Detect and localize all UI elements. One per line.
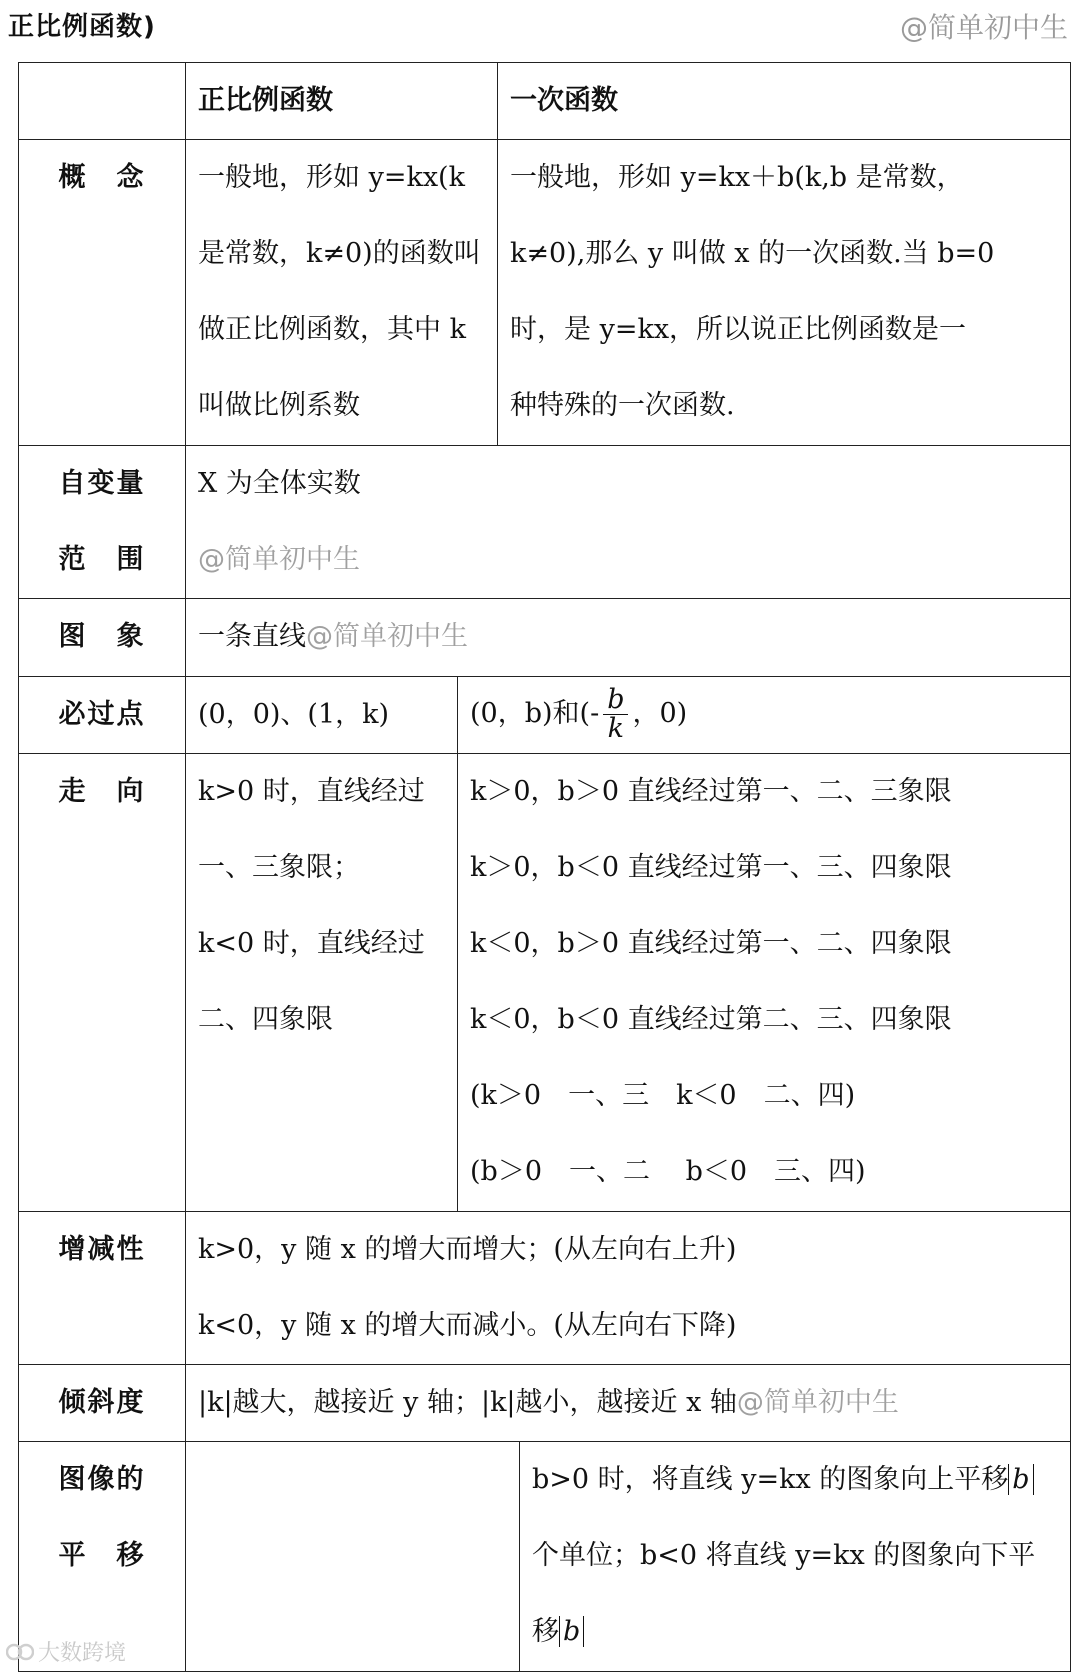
label-graph: 图 象 — [19, 599, 186, 676]
direction-linear-line: k＜0，b＞0 直线经过第一、二、四象限 — [470, 927, 952, 959]
row-direction — [19, 753, 1071, 1211]
points-linear — [458, 676, 1071, 753]
direction-linear-line: k＞0，b＞0 直线经过第一、二、三象限 — [470, 775, 952, 807]
abs-b: b — [559, 1616, 584, 1647]
direction-linear-line: (k＞0 一、三 k＜0 二、四) — [470, 1079, 856, 1111]
concept-linear-line: 一般地，形如 y=kx＋b(k,b 是常数， — [510, 162, 964, 194]
label-monotonic: 增减性 — [19, 1211, 186, 1364]
direction-linear-line: (b＞0 一、二 b＜0 三、四) — [470, 1155, 866, 1187]
table-header-row — [19, 63, 1071, 140]
concept-linear-line: 时，是 y=kx，所以说正比例函数是一 — [510, 314, 967, 346]
label-domain — [19, 445, 186, 598]
translation-line2: 个单位；b<0 将直线 y=kx 的图象向下平 — [532, 1540, 1036, 1572]
slope-text: |k|越大，越接近 y 轴；|k|越小，越接近 x 轴 — [198, 1387, 737, 1419]
comparison-table — [18, 62, 1071, 1672]
domain-text: X 为全体实数 — [198, 467, 361, 499]
row-monotonic — [19, 1211, 1071, 1364]
monotonic-line: k>0，y 随 x 的增大而增大；(从左向右上升) — [198, 1233, 737, 1265]
points-linear-suffix: ，0) — [632, 698, 688, 730]
direction-proportional-line: 一、三象限； — [198, 851, 360, 883]
row-domain — [19, 445, 1071, 598]
page-title: 正比例函数) — [8, 12, 156, 42]
domain-watermark: @简单初中生 — [198, 543, 360, 575]
row-slope — [19, 1365, 1071, 1442]
label-concept: 概 念 — [19, 140, 186, 446]
direction-proportional-line: 二、四象限 — [198, 1003, 333, 1035]
header-linear: 一次函数 — [498, 63, 1071, 140]
direction-linear-line: k＞0，b＜0 直线经过第一、三、四象限 — [470, 851, 952, 883]
translation-line1-text: b>0 时，将直线 y=kx 的图象向上平移 — [532, 1464, 1009, 1496]
label-translation-line1: 图像的 — [58, 1464, 146, 1496]
label-slope: 倾斜度 — [19, 1365, 186, 1442]
header-corner-cell — [19, 63, 186, 140]
translation-linear — [520, 1442, 1071, 1672]
points-linear-prefix: (0，b)和(- — [470, 698, 600, 730]
direction-proportional — [186, 753, 458, 1211]
direction-linear — [458, 753, 1071, 1211]
translation-line3-text: 移 — [532, 1616, 559, 1648]
direction-linear-line: k＜0，b＜0 直线经过第二、三、四象限 — [470, 1003, 952, 1035]
concept-proportional-line: 叫做比例系数 — [198, 390, 360, 422]
graph-watermark: @简单初中生 — [306, 621, 468, 653]
brand-logo-icon — [6, 1641, 34, 1663]
points-proportional: (0，0)、(1，k) — [186, 676, 458, 753]
direction-proportional-line: k<0 时，直线经过 — [198, 927, 425, 959]
row-graph — [19, 599, 1071, 676]
concept-proportional-line: 做正比例函数，其中 k — [198, 314, 466, 346]
abs-b: b — [1008, 1464, 1033, 1495]
watermark-bottom — [6, 1636, 126, 1667]
concept-linear-line: 种特殊的一次函数. — [510, 390, 735, 422]
direction-proportional-line: k>0 时，直线经过 — [198, 775, 425, 807]
translation-proportional — [186, 1442, 520, 1672]
translation-line3 — [532, 1594, 1058, 1670]
domain-value — [186, 445, 1071, 598]
watermark-bottom-text: 大数跨境 — [38, 1641, 127, 1666]
fraction-b-over-k — [603, 686, 628, 743]
concept-proportional-line: 一般地，形如 y=kx(k — [198, 162, 465, 194]
graph-text: 一条直线 — [198, 621, 306, 653]
concept-proportional — [186, 140, 498, 446]
graph-value — [186, 599, 1071, 676]
concept-linear-line: k≠0),那么 y 叫做 x 的一次函数.当 b=0 — [510, 238, 995, 270]
monotonic-line: k<0，y 随 x 的增大而减小。(从左向右下降) — [198, 1309, 737, 1341]
slope-value — [186, 1365, 1071, 1442]
watermark-top: @简单初中生 — [899, 11, 1068, 44]
label-translation-line2: 平 移 — [58, 1540, 146, 1572]
slope-watermark: @简单初中生 — [736, 1387, 899, 1419]
row-points — [19, 676, 1071, 753]
monotonic-value — [186, 1211, 1071, 1364]
label-domain-line1: 自变量 — [58, 467, 146, 499]
fraction-numerator: b — [603, 686, 628, 715]
label-points: 必过点 — [19, 676, 186, 753]
concept-proportional-line: 是常数，k≠0)的函数叫 — [198, 238, 481, 270]
concept-linear — [498, 140, 1071, 446]
row-translation — [19, 1442, 1071, 1672]
translation-line1 — [532, 1442, 1058, 1518]
label-direction: 走 向 — [19, 753, 186, 1211]
row-concept — [19, 140, 1071, 446]
label-domain-line2: 范 围 — [58, 543, 146, 575]
header-proportional: 正比例函数 — [186, 63, 498, 140]
fraction-denominator: k — [607, 713, 625, 745]
